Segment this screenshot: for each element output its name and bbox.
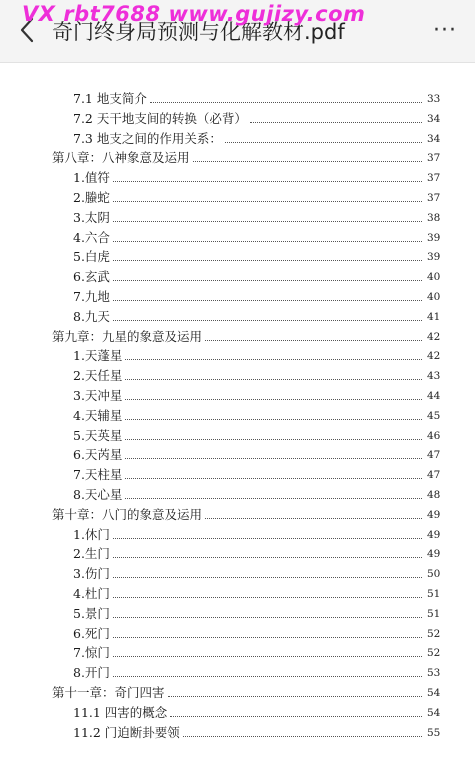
- toc-dot-leader: [113, 260, 422, 261]
- toc-section-row[interactable]: [0, 208, 470, 228]
- toc-section-row[interactable]: [0, 366, 470, 386]
- toc-entry-label: 5.景门: [73, 605, 110, 621]
- toc-dot-leader: [225, 142, 422, 143]
- toc-dot-leader: [113, 538, 422, 539]
- toc-section-row[interactable]: [0, 129, 470, 149]
- toc-entry-label: 第十一章：奇门四害: [52, 685, 165, 700]
- toc-dot-leader: [113, 280, 422, 281]
- toc-page-number: 42: [427, 330, 441, 343]
- toc-section-row[interactable]: [0, 584, 470, 604]
- toc-page-number: 44: [427, 390, 441, 402]
- toc-entry-label: 3.伤门: [73, 566, 110, 582]
- toc-page-number: 50: [427, 568, 441, 581]
- toc-section-row[interactable]: [0, 604, 470, 624]
- toc-dot-leader: [113, 637, 422, 638]
- more-options-button[interactable]: ···: [433, 18, 457, 43]
- toc-entry-label: 7.天柱星: [73, 467, 123, 483]
- toc-page-number: 34: [427, 112, 441, 125]
- toc-page-number: 51: [427, 588, 441, 600]
- toc-dot-leader: [113, 577, 422, 578]
- toc-dot-leader: [113, 617, 422, 618]
- toc-dot-leader: [168, 696, 422, 697]
- toc-section-row[interactable]: [0, 109, 470, 129]
- toc-entry-label: 7.2 天干地支间的转换（必背）: [73, 110, 247, 126]
- toc-section-row[interactable]: [0, 228, 470, 248]
- toc-page-number: 42: [427, 350, 441, 363]
- toc-section-row[interactable]: [0, 445, 470, 465]
- toc-entry-label: 7.惊门: [73, 645, 110, 661]
- toc-chapter-row[interactable]: [0, 148, 470, 168]
- back-arrow-icon: [19, 17, 35, 43]
- toc-dot-leader: [125, 359, 422, 360]
- toc-entry-label: 3.天冲星: [73, 388, 123, 403]
- toc-section-row[interactable]: [0, 307, 470, 327]
- back-button[interactable]: [12, 10, 42, 50]
- toc-entry-label: 1.休门: [73, 526, 110, 542]
- toc-page-number: 37: [427, 172, 441, 185]
- toc-entry-label: 第九章：九星的象意及运用: [52, 328, 203, 344]
- toc-section-row[interactable]: [0, 525, 470, 545]
- toc-chapter-row[interactable]: [0, 505, 470, 525]
- toc-dot-leader: [113, 221, 422, 222]
- toc-entry-label: 8.开门: [73, 665, 110, 681]
- toc-section-row[interactable]: [0, 663, 470, 683]
- toc-dot-leader: [113, 320, 422, 321]
- toc-page-number: 49: [427, 508, 441, 521]
- toc-section-row[interactable]: [0, 188, 470, 208]
- toc-entry-label: 1.值符: [73, 170, 110, 186]
- toc-dot-leader: [113, 656, 422, 657]
- toc-entry-label: 5.天英星: [73, 427, 123, 443]
- toc-dot-leader: [113, 241, 422, 242]
- toc-page-number: 49: [427, 528, 441, 541]
- toc-entry-label: 7.九地: [73, 289, 110, 304]
- toc-dot-leader: [125, 498, 422, 499]
- toc-dot-leader: [183, 736, 422, 737]
- toc-dot-leader: [125, 399, 422, 400]
- toc-page-number: 37: [427, 152, 441, 165]
- toc-page-number: 47: [427, 469, 441, 482]
- toc-entry-label: 6.死门: [73, 625, 110, 641]
- toc-page-number: 33: [427, 93, 441, 105]
- toc-dot-leader: [193, 161, 422, 162]
- toc-section-row[interactable]: [0, 643, 470, 663]
- toc-entry-label: 5.白虎: [73, 249, 110, 265]
- toc-entry-label: 7.3 地支之间的作用关系：: [73, 130, 222, 146]
- toc-page-number: 52: [427, 627, 441, 640]
- toc-section-row[interactable]: [0, 426, 470, 446]
- toc-entry-label: 11.2 门迫断卦要领: [73, 724, 180, 740]
- toc-page-number: 48: [427, 489, 441, 501]
- toc-section-row[interactable]: [0, 544, 470, 564]
- toc-section-row[interactable]: [0, 703, 470, 723]
- toc-entry-label: 6.玄武: [73, 269, 110, 285]
- toc-section-row[interactable]: [0, 624, 470, 644]
- toc-dot-leader: [170, 716, 422, 717]
- toc-section-row[interactable]: [0, 287, 470, 307]
- toc-dot-leader: [125, 478, 422, 479]
- toc-page-number: 47: [427, 449, 441, 462]
- toc-page-number: 39: [427, 231, 441, 244]
- watermark-text: VX rbt7688 www.gujizy.com: [22, 2, 366, 26]
- toc-entry-label: 1.天蓬星: [73, 348, 123, 364]
- toc-entry-label: 6.天芮星: [73, 447, 123, 463]
- toc-dot-leader: [150, 102, 422, 103]
- toc-entry-label: 11.1 四害的概念: [73, 704, 168, 720]
- toc-entry-label: 4.杜门: [73, 586, 110, 601]
- toc-entry-label: 第八章：八神象意及运用: [52, 150, 190, 166]
- toc-entry-label: 7.1 地支简介: [73, 91, 147, 106]
- toc-page-number: 46: [427, 429, 441, 442]
- toc-dot-leader: [205, 340, 422, 341]
- toc-dot-leader: [113, 676, 422, 677]
- toc-dot-leader: [250, 122, 422, 123]
- toc-section-row[interactable]: [0, 247, 470, 267]
- toc-entry-label: 4.天辅星: [73, 407, 123, 423]
- toc-entry-label: 2.螣蛇: [73, 190, 110, 205]
- toc-dot-leader: [125, 379, 422, 380]
- toc-section-row[interactable]: [0, 723, 470, 743]
- toc-page-number: 49: [427, 548, 441, 561]
- toc-section-row[interactable]: [0, 465, 470, 485]
- toc-dot-leader: [125, 458, 422, 459]
- toc-entry-label: 8.九天: [73, 308, 110, 324]
- toc-dot-leader: [205, 518, 422, 519]
- toc-section-row[interactable]: [0, 564, 470, 584]
- toc-page-number: 40: [427, 291, 441, 303]
- document-title: 奇门终身局预测与化解教材.pdf: [52, 20, 345, 44]
- pdf-page-view[interactable]: [0, 63, 475, 768]
- toc-page-number: 37: [427, 192, 441, 204]
- toc-dot-leader: [113, 181, 422, 182]
- toc-page-number: 54: [427, 687, 441, 699]
- toc-page-number: 43: [427, 370, 441, 383]
- toc-page-number: 38: [427, 211, 441, 224]
- toc-page-number: 53: [427, 667, 441, 680]
- toc-entry-label: 第十章：八门的象意及运用: [52, 506, 203, 522]
- toc-dot-leader: [113, 300, 422, 301]
- toc-section-row[interactable]: [0, 406, 470, 426]
- toc-section-row[interactable]: [0, 485, 470, 505]
- toc-section-row[interactable]: [0, 386, 470, 406]
- toc-page-number: 52: [427, 647, 441, 660]
- toc-page-number: 51: [427, 607, 441, 620]
- toc-dot-leader: [113, 557, 422, 558]
- toc-entry-label: 2.天任星: [73, 368, 123, 384]
- toc-dot-leader: [113, 201, 422, 202]
- toc-page-number: 54: [427, 706, 441, 719]
- toc-entry-label: 3.太阴: [73, 209, 110, 225]
- toc-entry-label: 8.天心星: [73, 487, 123, 502]
- toc-chapter-row[interactable]: [0, 327, 470, 347]
- toc-entry-label: 2.生门: [73, 546, 110, 562]
- app-header: [0, 0, 475, 63]
- toc-section-row[interactable]: [0, 168, 470, 188]
- toc-dot-leader: [125, 419, 422, 420]
- toc-chapter-row[interactable]: [0, 683, 470, 703]
- toc-dot-leader: [113, 597, 422, 598]
- toc-section-row[interactable]: [0, 89, 470, 109]
- toc-page-number: 55: [427, 726, 441, 739]
- toc-section-row[interactable]: [0, 267, 470, 287]
- toc-page-number: 45: [427, 409, 441, 422]
- toc-dot-leader: [125, 439, 422, 440]
- toc-section-row[interactable]: [0, 346, 470, 366]
- toc-page-number: 34: [427, 132, 441, 145]
- toc-entry-label: 4.六合: [73, 229, 110, 245]
- toc-page-number: 40: [427, 271, 441, 284]
- toc-page-number: 41: [427, 310, 441, 323]
- toc-page-number: 39: [427, 251, 441, 264]
